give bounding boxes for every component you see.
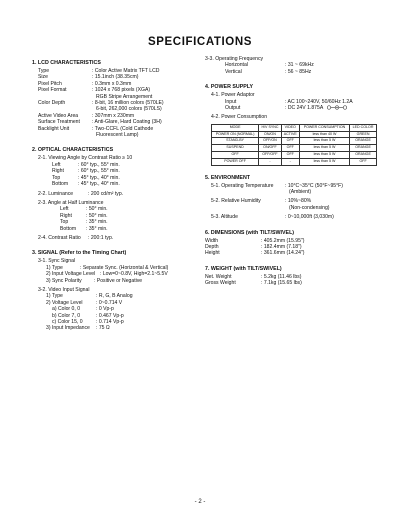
environment-heading: 5. ENVIRONMENT xyxy=(205,174,251,181)
sync-row: 3) Sync Polarity : Positive or Negative xyxy=(46,277,143,284)
half-luminance-row: Top : 35° min. xyxy=(60,219,108,226)
table-row xyxy=(212,152,377,159)
environment-row: 5-2. Relative Humidity : 10%~80% xyxy=(211,198,312,205)
table-cell: - xyxy=(259,158,282,165)
table-header-cell: H/V SYNC xyxy=(259,124,282,131)
right-column xyxy=(205,56,377,287)
table-cell: less than 5 W xyxy=(299,145,349,152)
lcd-row: Surface Treatment : Anti-Glare, Hard Coating (3H) xyxy=(38,119,162,126)
operating-frequency-title: 3-3. Operating Frequency xyxy=(205,56,264,62)
video-row: 2) Voltage Level : 0~0.714 V xyxy=(46,299,123,306)
table-header-cell: VIDEO xyxy=(281,124,299,131)
environment-row: 5-3. Altitude : 0~10,000ft (3,030m) xyxy=(211,214,334,221)
page-title: SPECIFICATIONS xyxy=(147,36,253,48)
environment-row: (Ambient) xyxy=(289,189,312,196)
signal-heading: 3. SIGNAL (Refer to the Timing Chart) xyxy=(32,250,127,257)
power-adaptor-title: 4-1. Power Adaptor xyxy=(211,92,255,99)
table-header-cell: MODE xyxy=(212,124,259,131)
video-signal-title: 3-2. Video Input Signal xyxy=(38,286,90,293)
table-cell: POWER ON (NORMAL) xyxy=(212,131,259,138)
lcd-row: Color Depth : 8-bit, 16 million colors (570LE) xyxy=(38,100,164,107)
table-header-cell: POWER CONSUMPTION xyxy=(299,124,349,131)
table-cell: OFF xyxy=(281,145,299,152)
table-cell: POWER OFF xyxy=(212,158,259,165)
table-cell: OFF xyxy=(281,138,299,145)
dc-polarity-icon xyxy=(326,105,348,110)
table-cell: OFF xyxy=(212,152,259,159)
table-cell: less than 5 W xyxy=(299,152,349,159)
table-cell: ORANGE xyxy=(350,152,377,159)
half-luminance-row: Bottom : 35° min. xyxy=(60,225,108,232)
video-row: 3) Input Impedance : 75 Ω xyxy=(46,325,110,332)
video-row: a) Color 0, 0 : 0 Vp-p xyxy=(52,306,114,313)
lcd-row: Type : Color Active Matrix TFT LCD xyxy=(38,68,160,74)
lcd-row: Pixel Format : 1024 x 768 pixels (XGA) xyxy=(38,87,151,94)
video-row: 1) Type : R, G, B Analog xyxy=(46,293,133,300)
power-consumption-title: 4-2. Power Consumption xyxy=(211,114,268,121)
dimension-row: Width : 405.2mm (15.95") xyxy=(205,237,305,244)
viewing-angle-title: 2-1. Viewing Angle by Contrast Ratio ≥ 10 xyxy=(38,155,133,162)
dimension-row: Height : 361.6mm (14.24") xyxy=(205,250,305,257)
sync-row: 1) Type : Separate Sync. (Horizontal & Vertical) xyxy=(46,264,169,271)
table-cell: ORANGE xyxy=(350,138,377,145)
table-cell: less than 40 W xyxy=(299,131,349,138)
half-luminance-row: Left : 50° min. xyxy=(60,206,108,213)
frequency-row: Horizontal : 31 ~ 69kHz xyxy=(225,62,314,69)
table-cell: ON/ON xyxy=(259,131,282,138)
lcd-row: Active Video Area : 307mm x 230mm xyxy=(38,112,135,119)
table-cell: OFF/OFF xyxy=(259,152,282,159)
environment-row: (Non-condensing) xyxy=(289,204,330,211)
contrast-row: 2-4. Contrast Ratio : 200:1 typ. xyxy=(38,234,114,241)
video-row: c) Color 15, 0 : 0.714 Vp-p xyxy=(52,319,124,325)
lcd-row: Backlight Unit : Two-CCFL (Cold Cathode xyxy=(38,125,154,132)
table-cell: OFF xyxy=(350,158,377,165)
table-cell: less than 5 W xyxy=(299,158,349,165)
viewing-angle-row: Right : 60° typ., 55° min. xyxy=(52,168,120,175)
table-cell: ACTIVE xyxy=(281,131,299,138)
lcd-heading: 1. LCD CHARACTERISTICS xyxy=(32,60,101,66)
left-column xyxy=(32,56,204,332)
adaptor-row: Output : DC 24V 1.875A xyxy=(205,105,377,111)
viewing-angle-row: Top : 45° typ., 40° min. xyxy=(52,174,120,181)
table-row xyxy=(212,138,377,145)
table-cell: ORANGE xyxy=(350,145,377,152)
table-header-cell: LED COLOR xyxy=(350,124,377,131)
power-consumption-table xyxy=(211,124,377,166)
frequency-row: Vertical : 56 ~ 85Hz xyxy=(225,68,312,75)
lcd-row: Fluorescent Lamp) xyxy=(96,132,139,139)
table-cell: - xyxy=(281,158,299,165)
viewing-angle-row: Bottom : 45° typ., 40° min. xyxy=(52,181,120,188)
video-row: b) Color 7, 0 : 0.467 Vp-p xyxy=(52,312,124,319)
lcd-row: RGB Stripe Arrangement xyxy=(96,93,153,100)
half-luminance-title: 2-3. Angle at Half Luminance xyxy=(38,199,104,206)
table-row xyxy=(212,158,377,165)
lcd-list xyxy=(32,68,204,138)
table-cell: SUSPEND xyxy=(212,145,259,152)
dimension-row: Depth : 182.4mm (7.18") xyxy=(205,244,302,251)
page-number: - 2 - xyxy=(194,499,206,505)
viewing-angle-row: Left : 60° typ., 55° min. xyxy=(52,161,120,168)
adaptor-row: Input : AC 100~240V, 50/60Hz 1.2A xyxy=(225,98,353,105)
luminance-row: 2-2. Luminance : 200 cd/m² typ. xyxy=(38,190,124,197)
table-cell: ON/OFF xyxy=(259,145,282,152)
half-luminance-row: Right : 50° min. xyxy=(60,212,108,219)
sync-signal-title: 3-1. Sync Signal xyxy=(38,258,76,265)
table-header-row xyxy=(212,124,377,131)
environment-row: 5-1. Operating Temperature : 10°C~35°C (50°F~95°F) xyxy=(211,182,343,189)
optical-heading: 2. OPTICAL CHARACTERISTICS xyxy=(32,147,114,154)
weight-row: Gross Weight : 7.1kg (15.65 lbs) xyxy=(205,280,302,287)
dimensions-heading: 6. DIMENSIONS (with TILT/SWIVEL) xyxy=(205,229,295,236)
weight-heading: 7. WEIGHT (with TILT/SWIVEL) xyxy=(205,265,282,272)
lcd-row: 6-bit, 262,000 colors (570LS) xyxy=(96,106,162,113)
table-cell: STAND-BY xyxy=(212,138,259,145)
power-heading: 4. POWER SUPPLY xyxy=(205,84,254,91)
lcd-row: Pixel Pitch : 0.3mm x 0.3mm xyxy=(38,80,132,87)
table-cell: OFF xyxy=(281,152,299,159)
sync-row: 2) Input Voltage Level : Low=0~0.8V, High=2.1~5.5V xyxy=(46,271,168,278)
weight-row: Net. Weight : 5.2kg (11.46 lbs) xyxy=(205,273,302,280)
table-row xyxy=(212,145,377,152)
table-cell: less than 5 W xyxy=(299,138,349,145)
table-row xyxy=(212,131,377,138)
lcd-row: Size : 15.1inch (38.35cm) xyxy=(38,74,139,81)
table-cell: GREEN xyxy=(350,131,377,138)
table-cell: OFF/ON xyxy=(259,138,282,145)
